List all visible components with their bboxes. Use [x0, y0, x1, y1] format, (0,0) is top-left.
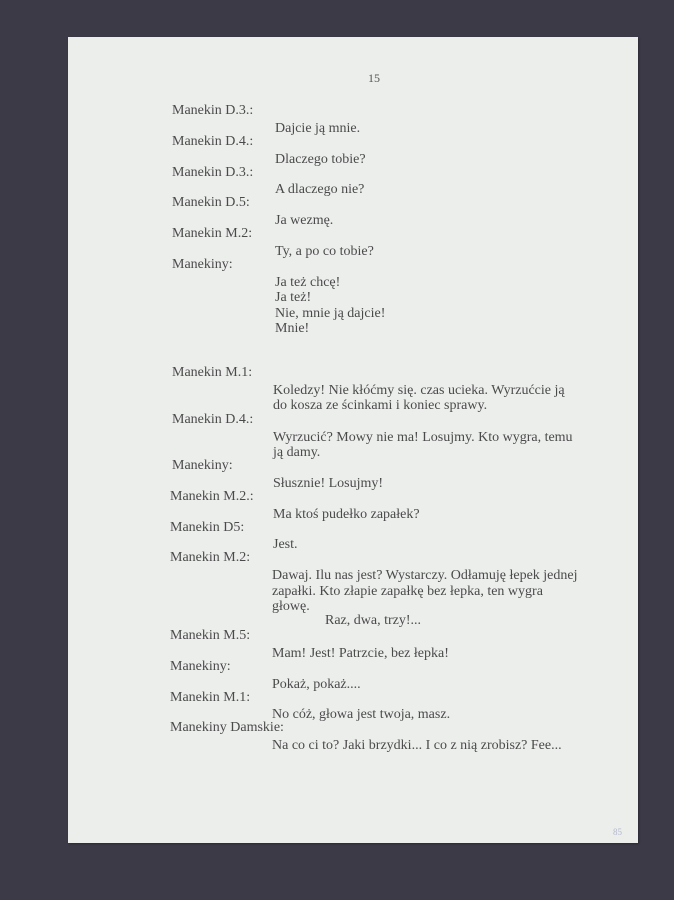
speaker-name: Manekin D5:: [170, 520, 245, 535]
page-number: 15: [368, 71, 380, 85]
dialogue-line: A dlaczego nie?: [275, 182, 365, 197]
dialogue-line: Pokaż, pokaż....: [272, 677, 361, 692]
dialogue-line: Mam! Jest! Patrzcie, bez łepka!: [272, 646, 449, 661]
dialogue-line: Ja też!: [275, 290, 312, 305]
speaker-name: Manekin D.4.:: [172, 134, 254, 149]
speaker-name: Manekin M.2.:: [170, 489, 254, 504]
dialogue-line: Mnie!: [275, 321, 310, 336]
speaker-name: Manekiny:: [172, 257, 233, 272]
speaker-name: Manekin M.5:: [170, 628, 251, 643]
dialogue-line: Ma ktoś pudełko zapałek?: [273, 507, 420, 522]
document-page: [68, 37, 638, 843]
speaker-name: Manekin D.5:: [172, 195, 250, 210]
speaker-name: Manekin M.2:: [172, 226, 253, 241]
speaker-name: Manekiny:: [172, 458, 233, 473]
dialogue-line: Ja też chcę!: [275, 275, 341, 290]
speaker-name: Manekin D.3.:: [172, 103, 254, 118]
dialogue-line: zapałki. Kto złapie zapałkę bez łepka, ten wygra: [272, 584, 543, 599]
corner-pencil-mark: 85: [613, 827, 622, 837]
dialogue-line: Na co ci to? Jaki brzydki... I co z nią zrobisz? Fee...: [272, 738, 562, 753]
speaker-name: Manekin M.1:: [170, 690, 251, 705]
dialogue-line: ją damy.: [273, 445, 321, 460]
dialogue-line: Dajcie ją mnie.: [275, 121, 361, 136]
dialogue-line: Wyrzucić? Mowy nie ma! Losujmy. Kto wygra, temu: [273, 430, 573, 445]
dialogue-line: głowę.: [272, 599, 310, 614]
speaker-name: Manekin D.3.:: [172, 165, 254, 180]
dialogue-line: do kosza ze ścinkami i koniec sprawy.: [273, 398, 488, 413]
dialogue-line: No cóż, głowa jest twoja, masz.: [272, 707, 451, 722]
dialogue-line: Dawaj. Ilu nas jest? Wystarczy. Odłamuję łepek jednej: [272, 568, 578, 583]
speaker-name: Manekiny Damskie:: [170, 720, 284, 735]
dialogue-line: Ty, a po co tobie?: [275, 244, 374, 259]
speaker-name: Manekin M.1:: [172, 365, 253, 380]
dialogue-line: Ja wezmę.: [275, 213, 334, 228]
dialogue-line: Nie, mnie ją dajcie!: [275, 306, 386, 321]
dialogue-line: Raz, dwa, trzy!...: [325, 613, 422, 628]
dialogue-line: Słusznie! Losujmy!: [273, 476, 384, 491]
dialogue-line: Koledzy! Nie kłóćmy się. czas ucieka. Wyrzućcie ją: [273, 383, 565, 398]
speaker-name: Manekin M.2:: [170, 550, 251, 565]
speaker-name: Manekin D.4.:: [172, 412, 254, 427]
dialogue-line: Dlaczego tobie?: [275, 152, 366, 167]
speaker-name: Manekiny:: [170, 659, 231, 674]
dialogue-line: Jest.: [273, 537, 298, 552]
